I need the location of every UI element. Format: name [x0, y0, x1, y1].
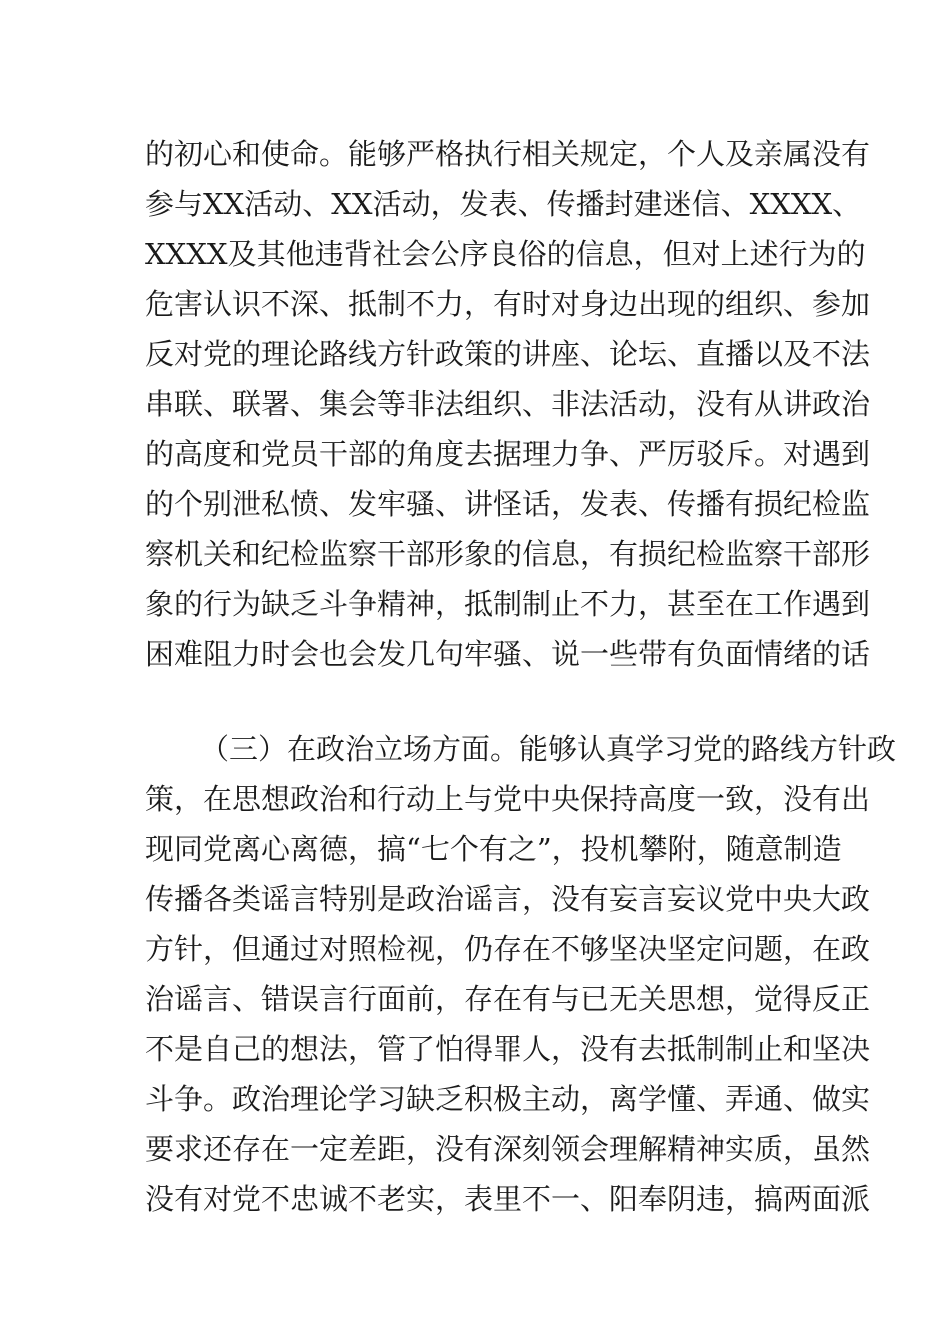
paragraph-political-stance	[145, 724, 897, 1224]
paragraph-line: 的初心和使命。能够严格执行相关规定，个人及亲属没有	[145, 137, 871, 171]
paragraph-line: 方针，但通过对照检视，仍存在不够坚决坚定问题，在政	[145, 932, 871, 966]
paragraph-line: 策，在思想政治和行动上与党中央保持高度一致，没有出	[145, 782, 871, 816]
paragraph-line: （三）在政治立场方面。能够认真学习党的路线方针政	[200, 732, 897, 766]
paragraph-line: 传播各类谣言特别是政治谣言，没有妄言妄议党中央大政	[145, 882, 871, 916]
paragraph-line: 困难阻力时会也会发几句牢骚、说一些带有负面情绪的话	[145, 637, 871, 671]
paragraph-line: 治谣言、错误言行面前，存在有与已无关思想，觉得反正	[145, 982, 871, 1016]
paragraph-line: 没有对党不忠诚不老实，表里不一、阳奉阴违，搞两面派	[145, 1182, 871, 1216]
paragraph-line: 危害认识不深、抵制不力，有时对身边出现的组织、参加	[145, 287, 871, 321]
paragraph-line: 串联、联署、集会等非法组织、非法活动，没有从讲政治	[145, 387, 871, 421]
paragraph-line: 的高度和党员干部的角度去据理力争、严厉驳斥。对遇到	[145, 437, 871, 471]
paragraph-line: 参与XX活动、XX活动，发表、传播封建迷信、XXXX、	[145, 187, 862, 221]
paragraph-line: 的个别泄私愤、发牢骚、讲怪话，发表、传播有损纪检监	[145, 487, 871, 521]
paragraph-line: 反对党的理论路线方针政策的讲座、论坛、直播以及不法	[145, 337, 871, 371]
paragraph-line: 现同党离心离德，搞“七个有之”，投机攀附，随意制造	[145, 832, 842, 866]
paragraph-line: 察机关和纪检监察干部形象的信息，有损纪检监察干部形	[145, 537, 871, 571]
paragraph-line: 斗争。政治理论学习缺乏积极主动，离学懂、弄通、做实	[145, 1082, 871, 1116]
paragraph-line: 要求还存在一定差距，没有深刻领会理解精神实质，虽然	[145, 1132, 871, 1166]
paragraph-political-discipline	[145, 129, 871, 679]
paragraph-line: XXXX及其他违背社会公序良俗的信息，但对上述行为的	[145, 237, 866, 271]
paragraph-line: 不是自己的想法，管了怕得罪人，没有去抵制制止和坚决	[145, 1032, 871, 1066]
paragraph-line: 象的行为缺乏斗争精神，抵制制止不力，甚至在工作遇到	[145, 587, 871, 621]
